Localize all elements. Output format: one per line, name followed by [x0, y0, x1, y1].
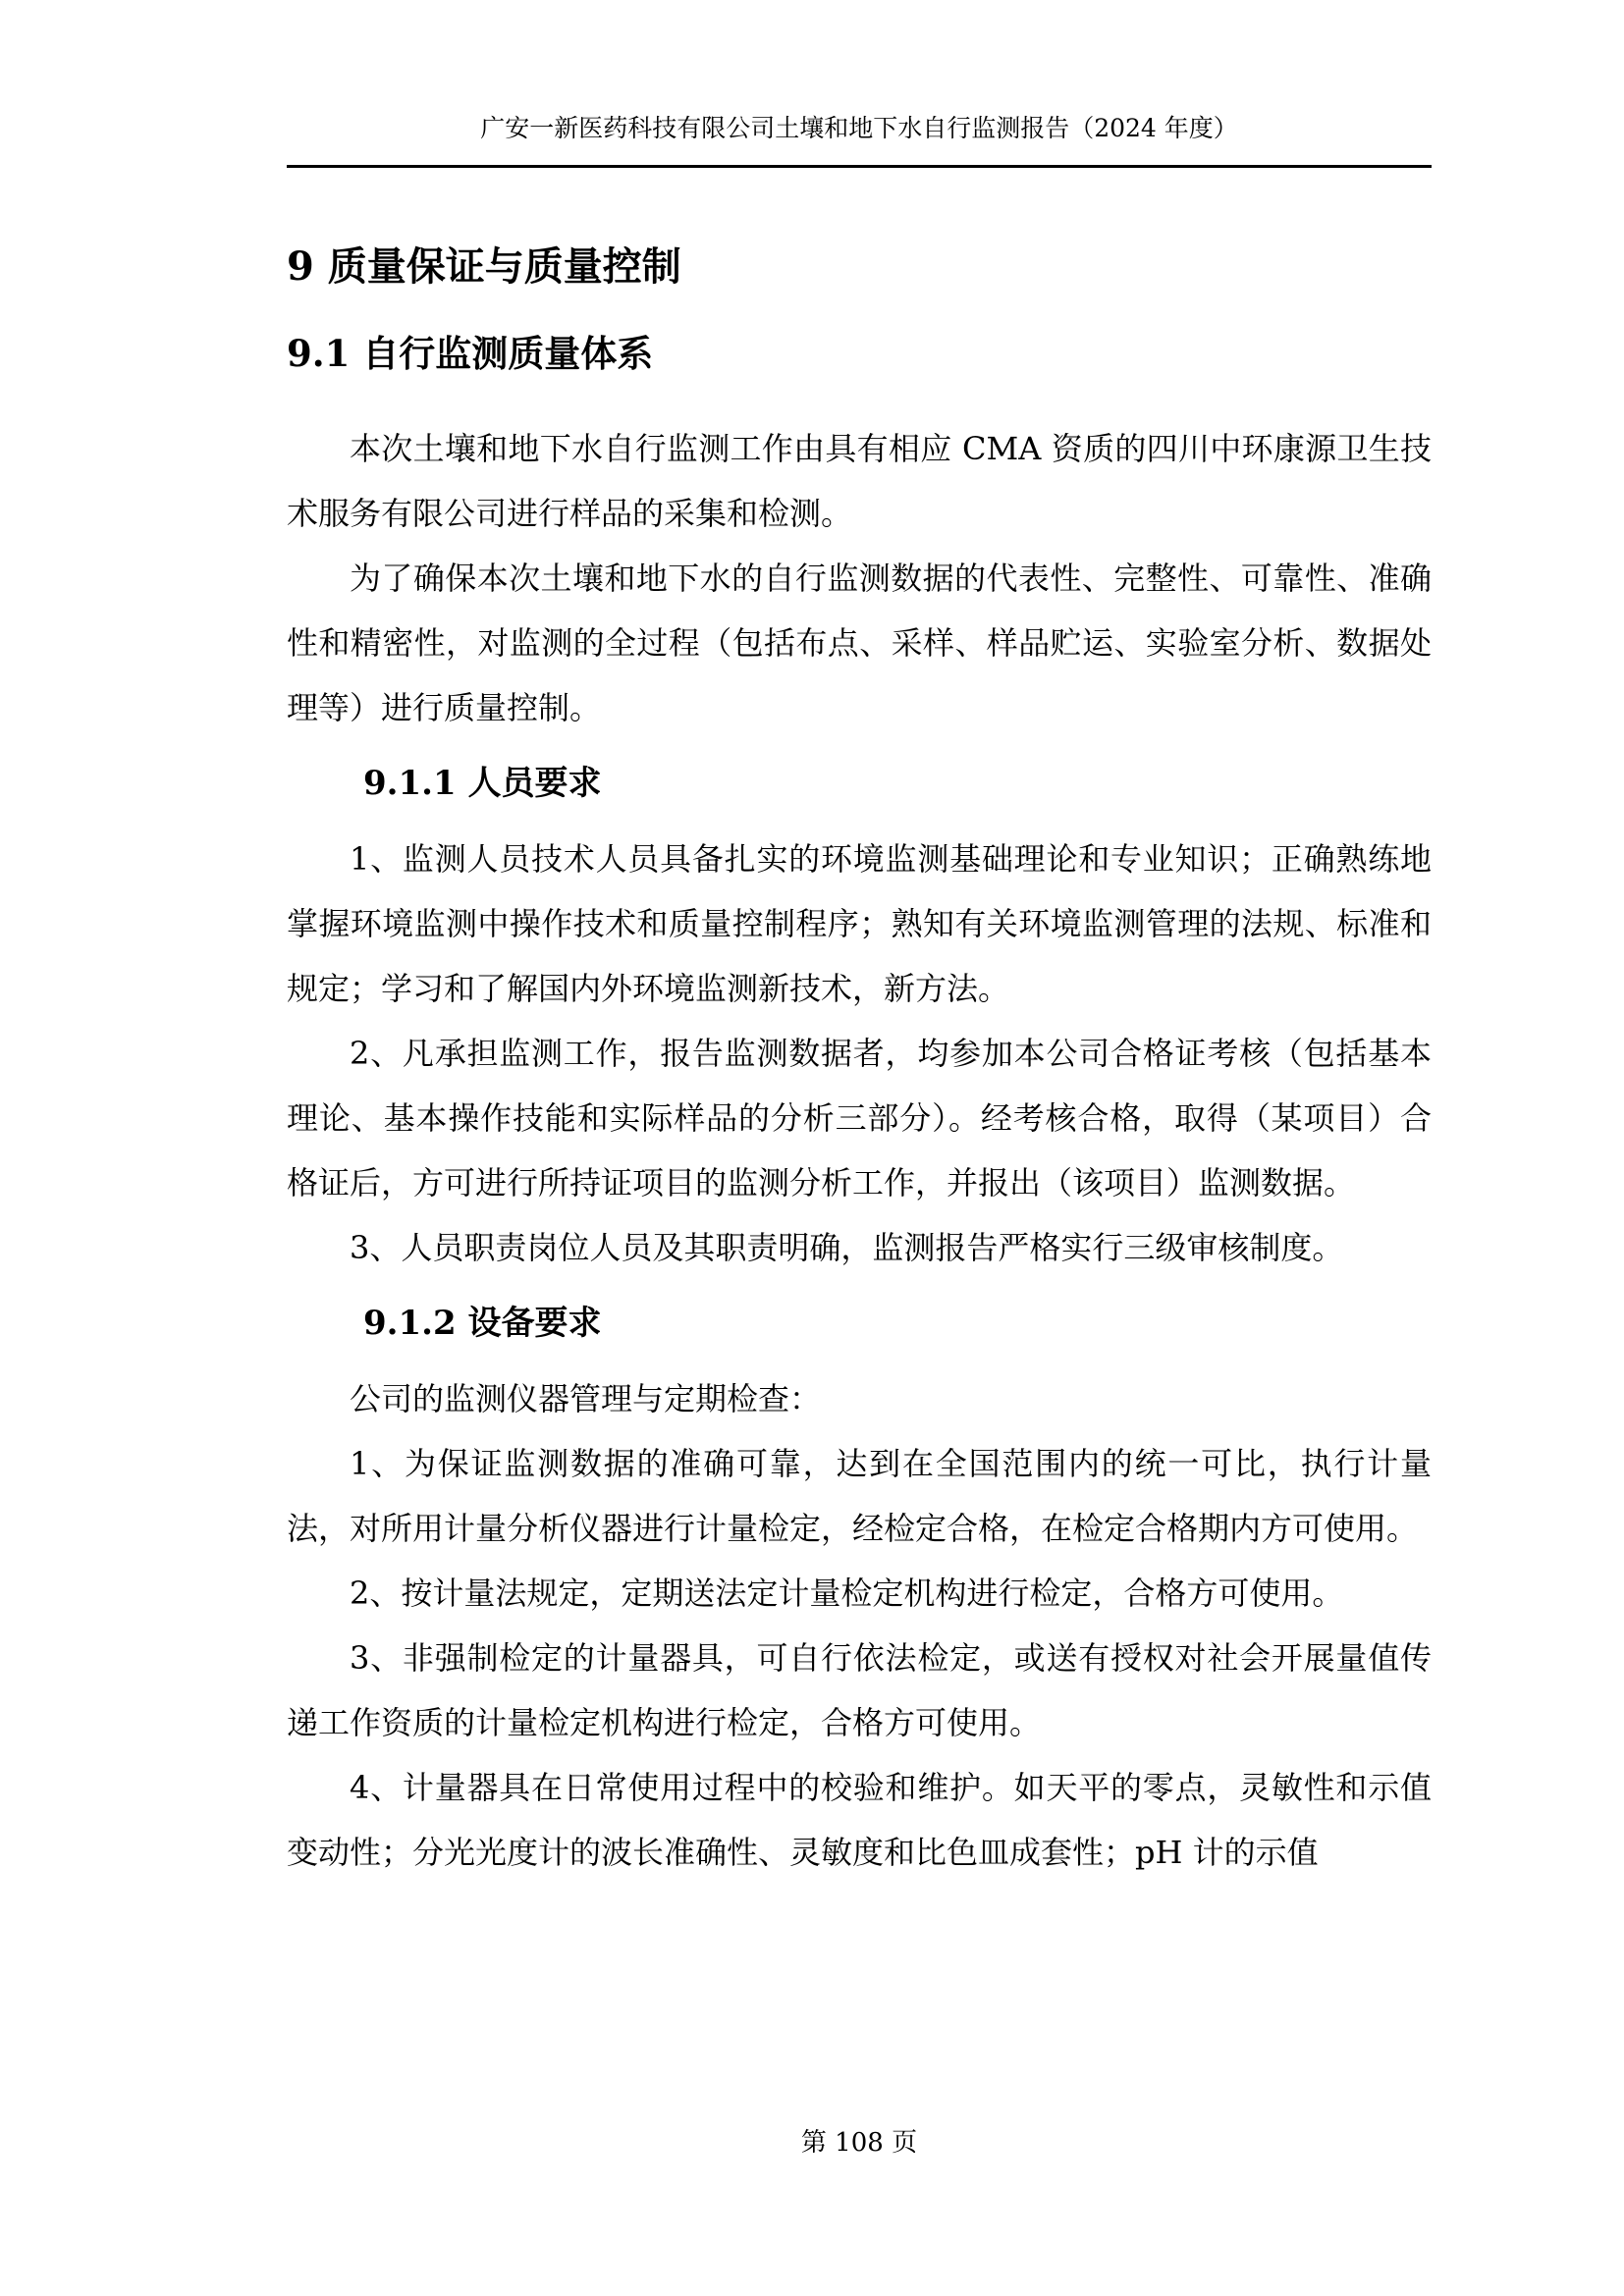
- paragraph: 本次土壤和地下水自行监测工作由具有相应 CMA 资质的四川中环康源卫生技术服务有限公司进行样品的采集和检测。: [287, 430, 1432, 532]
- paragraph: 1、监测人员技术人员具备扎实的环境监测基础理论和专业知识；正确熟练地掌握环境监测中操作技术和质量控制程序；熟知有关环境监测管理的法规、标准和规定；学习和了解国内外环境监测新技术，新方法。: [287, 840, 1432, 1007]
- paragraph: 公司的监测仪器管理与定期检查：: [350, 1380, 822, 1417]
- paragraph: 2、凡承担监测工作，报告监测数据者，均参加本公司合格证考核（包括基本理论、基本操作技能和实际样品的分析三部分）。经考核合格，取得（某项目）合格证后，方可进行所持证项目的监测分析工作，并报出（该项目）监测数据。: [287, 1035, 1432, 1201]
- page-number: 第 108 页: [800, 2128, 918, 2158]
- paragraph: 为了确保本次土壤和地下水的自行监测数据的代表性、完整性、可靠性、准确性和精密性，对监测的全过程（包括布点、采样、样品贮运、实验室分析、数据处理等）进行质量控制。: [287, 560, 1432, 726]
- running-header: 广安一新医药科技有限公司土壤和地下水自行监测报告（2024 年度）: [480, 114, 1238, 142]
- subsubsection-heading-9-1-1: 9.1.1 人员要求: [363, 764, 602, 803]
- paragraph: 3、人员职责岗位人员及其职责明确，监测报告严格实行三级审核制度。: [350, 1229, 1344, 1266]
- paragraph: 4、计量器具在日常使用过程中的校验和维护。如天平的零点，灵敏性和示值变动性；分光光度计的波长准确性、灵敏度和比色皿成套性；pH 计的示值: [287, 1769, 1432, 1871]
- paragraph: 3、非强制检定的计量器具，可自行依法检定，或送有授权对社会开展量值传递工作资质的计量检定机构进行检定，合格方可使用。: [287, 1639, 1432, 1741]
- paragraph: 2、按计量法规定，定期送法定计量检定机构进行检定，合格方可使用。: [350, 1575, 1344, 1612]
- section-heading: 9 质量保证与质量控制: [287, 243, 681, 290]
- header-divider: [287, 165, 1432, 168]
- paragraph: 1、为保证监测数据的准确可靠，达到在全国范围内的统一可比，执行计量法，对所用计量分析仪器进行计量检定，经检定合格，在检定合格期内方可使用。: [287, 1445, 1432, 1547]
- subsubsection-heading-9-1-2: 9.1.2 设备要求: [363, 1304, 602, 1343]
- document-body: [287, 245, 1432, 1885]
- subsection-heading-9-1: 9.1 自行监测质量体系: [287, 332, 654, 375]
